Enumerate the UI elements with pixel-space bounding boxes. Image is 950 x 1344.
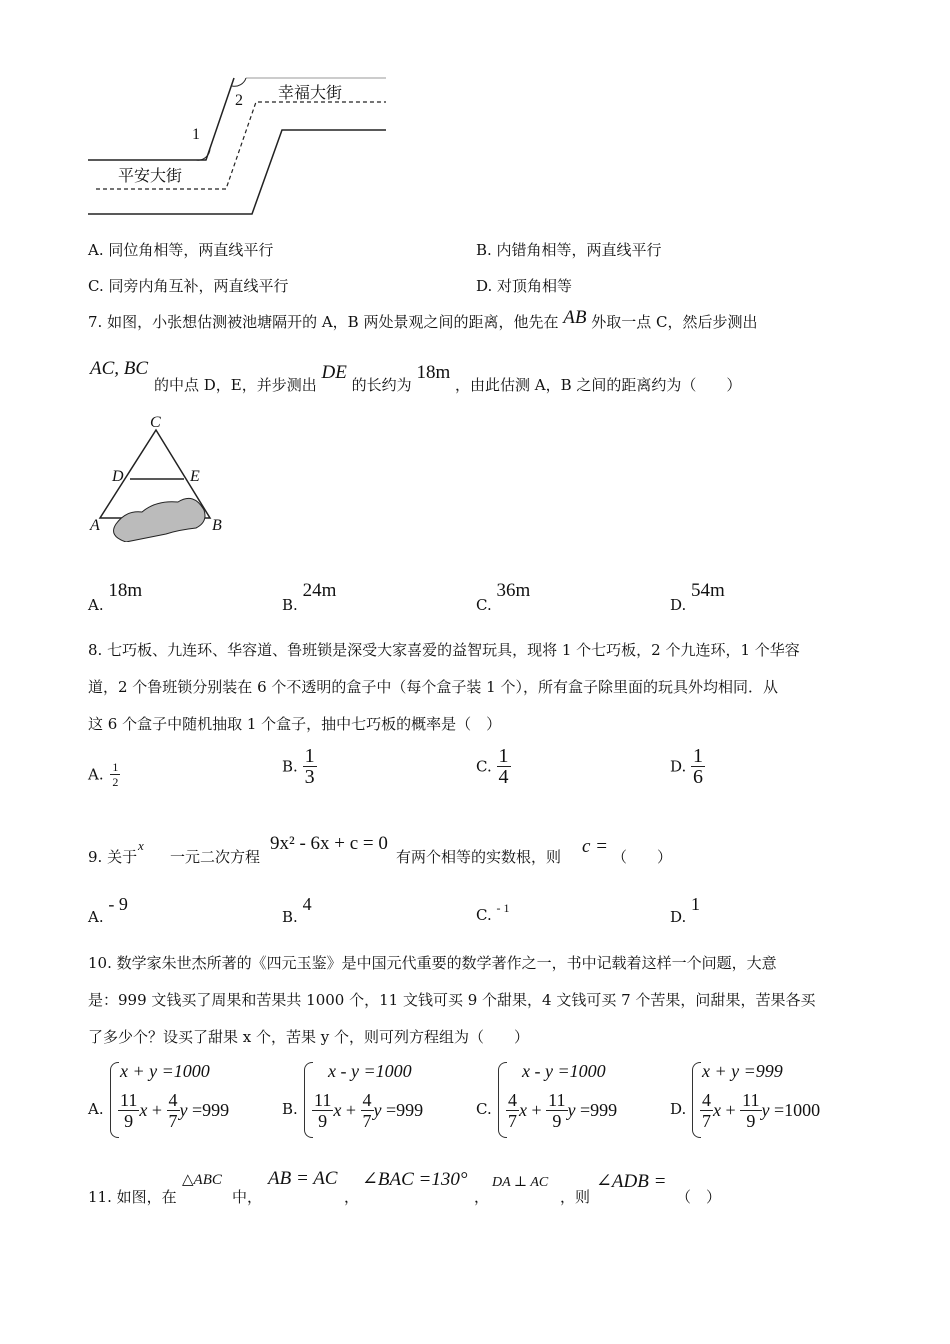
- q10-option-c-letter[interactable]: C.: [476, 1100, 492, 1118]
- q8-line-1: 8. 七巧板、九连环、华容道、鲁班锁是深受大家喜爱的益智玩具，现将 1 个七巧板，2 个九连环，1 个华容: [88, 641, 800, 659]
- q10-option-a-eq1: x + y =1000: [120, 1061, 210, 1081]
- q8-line-3: 这 6 个盒子中随机抽取 1 个盒子，抽中七巧板的概率是（ ）: [88, 715, 502, 733]
- q11-eq4: ∠ADB =: [596, 1171, 667, 1192]
- q10-line-3: 了多少个？设买了甜果 x 个，苦果 y 个，则可列方程组为（ ）: [88, 1028, 530, 1046]
- q9-suffix: 有两个相等的实数根，则: [396, 848, 562, 866]
- q7-line-2: 的中点 D，E，并步测出 DE 的长约为 18m ，由此估测 A，B 之间的距离约为（ ）: [154, 362, 742, 394]
- q6-option-c[interactable]: C. 同旁内角互补，两直线平行: [88, 277, 289, 295]
- point-c-label: C: [150, 414, 161, 431]
- q7-ab: AB: [563, 307, 587, 328]
- q10-option-b-eq2: $\frac{11}{9}$ x + $\frac{4}{7}$ y =999: [314, 1090, 424, 1131]
- q11-end: （ ）: [676, 1188, 722, 1206]
- q8-option-b[interactable]: B. $\frac{1}{3}$: [282, 745, 315, 788]
- q10-option-a-letter[interactable]: A.: [88, 1100, 104, 1118]
- q8-line-2: 道，2 个鲁班锁分别装在 6 个不透明的盒子中（每个盒子装 1 个），所有盒子除里面的玩具外均相同．从: [88, 678, 778, 696]
- q10-option-b-eq1: x - y =1000: [328, 1061, 412, 1081]
- point-d-label: D: [112, 468, 124, 485]
- q8-option-d[interactable]: D. $\frac{1}{6}$: [670, 745, 704, 788]
- q8-option-c[interactable]: C. $\frac{1}{4}$: [476, 745, 509, 788]
- q10-line-2: 是：999 文钱买了周果和苦果共 1000 个，11 文钱可买 9 个甜果，4 文钱可买 7 个苦果，问甜果，苦果各买: [88, 991, 816, 1009]
- q10-option-c-eq2: $\frac{4}{7}$ x + $\frac{11}{9}$ y =999: [508, 1090, 618, 1131]
- q10-option-c-eq1: x - y =1000: [522, 1061, 606, 1081]
- q7-length: 18m: [416, 362, 451, 383]
- angle-1-label: 1: [192, 126, 200, 143]
- q6-option-a[interactable]: A. 同位角相等，两直线平行: [88, 241, 274, 259]
- q9-mid: 一元二次方程: [170, 848, 261, 866]
- q9-end: （ ）: [612, 848, 673, 866]
- q11-then: ，则: [560, 1188, 591, 1206]
- q10-option-d-letter[interactable]: D.: [670, 1100, 687, 1118]
- q11-eq1: AB = AC: [268, 1168, 338, 1189]
- q10-option-b-letter[interactable]: B.: [282, 1100, 298, 1118]
- q9-option-a[interactable]: A. - 9: [88, 894, 128, 926]
- point-b-label: B: [212, 517, 222, 534]
- q7-option-c[interactable]: C. 36m: [476, 580, 531, 614]
- q9-option-b[interactable]: B. 4: [282, 894, 312, 926]
- q11-comma-1: ，: [344, 1188, 360, 1206]
- q7-option-a[interactable]: A. 18m: [88, 580, 143, 614]
- q7-line-1: 7. 如图，小张想估测被池塘隔开的 A，B 两处景观之间的距离，他先在 AB 外取一点 C，然后步测出: [88, 307, 758, 331]
- q9-option-d[interactable]: D. 1: [670, 894, 701, 926]
- q9-prefix: 9. 关于: [88, 848, 138, 866]
- point-a-label: A: [90, 517, 100, 534]
- q11-comma-2: ，: [474, 1188, 490, 1206]
- q9-x: x: [138, 838, 144, 853]
- q8-option-a[interactable]: A. $\frac{1}{2}$: [88, 760, 119, 789]
- q10-line-1: 10. 数学家朱世杰所著的《四元玉鉴》是中国元代重要的数学著作之一，书中记载着这样一个问题，大意: [88, 954, 777, 972]
- q7-option-b[interactable]: B. 24m: [282, 580, 337, 614]
- q7-de: DE: [321, 362, 347, 383]
- point-e-label: E: [190, 468, 200, 485]
- q6-option-d[interactable]: D. 对顶角相等: [476, 277, 573, 295]
- q10-option-d-eq1: x + y =999: [702, 1061, 783, 1081]
- q7-option-d[interactable]: D. 54m: [670, 580, 725, 614]
- q9-c: c =: [582, 836, 609, 857]
- q9-option-c[interactable]: C. $^{- 1}$: [476, 901, 510, 924]
- q11-prefix: 11. 如图，在: [88, 1188, 177, 1206]
- q11-eq2: ∠BAC =130°: [362, 1169, 468, 1190]
- angle-2-label: 2: [235, 92, 243, 109]
- q11-triangle: △ABC: [182, 1172, 222, 1188]
- q11-in: 中，: [232, 1188, 263, 1206]
- street-label-top: 幸福大街: [278, 83, 343, 102]
- q10-option-d-eq2: $\frac{4}{7}$ x + $\frac{11}{9}$ y =1000: [702, 1090, 821, 1131]
- street-label-bottom: 平安大街: [118, 166, 183, 185]
- q6-option-b[interactable]: B. 内错角相等，两直线平行: [476, 241, 662, 259]
- q10-option-a-eq2: $\frac{11}{9}$ x + $\frac{4}{7}$ y =999: [120, 1090, 230, 1131]
- q7-acbc: AC, BC: [90, 358, 149, 379]
- q11-eq3: DA ⊥ AC: [492, 1175, 549, 1190]
- q9-equation: 9x² - 6x + c = 0: [270, 833, 388, 854]
